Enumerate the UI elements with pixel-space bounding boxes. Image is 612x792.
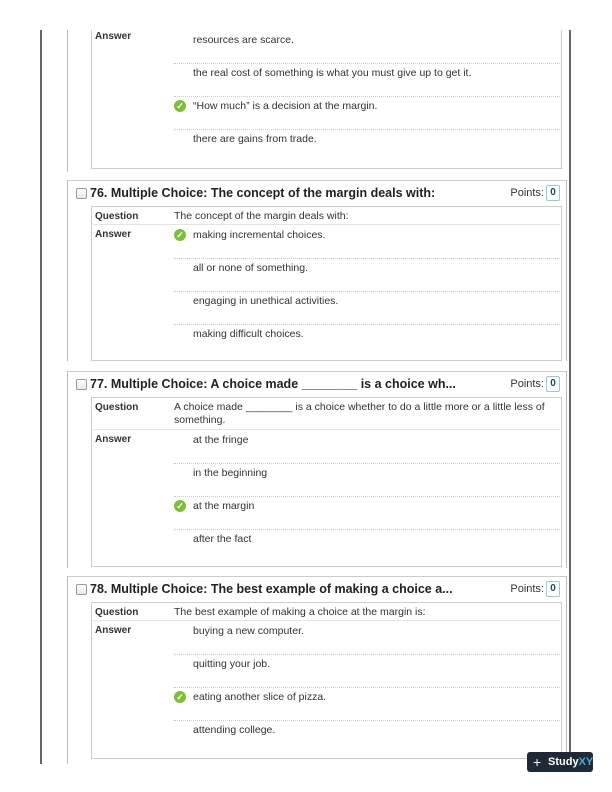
answer-label: Answer: [95, 229, 132, 240]
answer-text: quitting your job.: [193, 658, 271, 670]
answer-text: buying a new computer.: [193, 625, 304, 637]
answer-label: Answer: [95, 31, 132, 42]
q77-header: [76, 377, 560, 395]
points-label: Points:: [510, 583, 544, 595]
answer-option: [174, 129, 560, 162]
answer-option-correct: [174, 496, 560, 530]
question-label: Question: [95, 607, 139, 618]
question-text: The concept of the margin deals with:: [174, 210, 349, 222]
answer-text: making incremental choices.: [193, 229, 326, 241]
answer-label: Answer: [95, 625, 132, 636]
points-value: 0: [546, 581, 560, 597]
answer-option-correct: [174, 687, 560, 721]
answer-text: at the fringe: [193, 434, 249, 446]
answer-text: at the margin: [193, 500, 255, 512]
q77-title: 77. Multiple Choice: A choice made ________ is a choice wh...: [90, 377, 456, 391]
answer-option: [174, 720, 560, 753]
answer-option: [174, 430, 560, 464]
page-left-rule: [40, 30, 42, 764]
answer-text: all or none of something.: [193, 262, 308, 274]
answer-text: eating another slice of pizza.: [193, 691, 327, 703]
q76-select-checkbox[interactable]: [76, 188, 87, 199]
q76-box: [91, 206, 562, 361]
answer-option: [174, 63, 560, 97]
q76-title: 76. Multiple Choice: The concept of the margin deals with:: [90, 186, 436, 200]
points-label: Points:: [510, 187, 544, 199]
correct-check-icon: ✓: [174, 229, 186, 241]
answer-option: [174, 529, 560, 562]
answer-option: [174, 463, 560, 497]
answer-option-correct: [174, 225, 560, 259]
q78-box: [91, 602, 562, 759]
q76-frame-right: [566, 180, 567, 361]
studyxy-badge[interactable]: [527, 752, 593, 772]
q75-frame-left: [67, 30, 68, 172]
answer-label: Answer: [95, 434, 132, 445]
question-label: Question: [95, 402, 139, 413]
answer-option: [174, 258, 560, 292]
brand-name-suffix: XY: [578, 756, 594, 768]
answer-text: making difficult choices.: [193, 328, 304, 340]
q78-frame-right: [566, 576, 567, 764]
q77-box: [91, 397, 562, 567]
answer-option-correct: [174, 96, 560, 130]
answer-text: after the fact: [193, 533, 252, 545]
question-label: Question: [95, 211, 139, 222]
q76-frame-left: [67, 180, 68, 361]
q76-header: [76, 186, 560, 204]
q78-header: [76, 582, 560, 600]
correct-check-icon: ✓: [174, 500, 186, 512]
answer-text: “How much” is a decision at the margin.: [193, 100, 378, 112]
correct-check-icon: ✓: [174, 100, 186, 112]
answer-option: [174, 621, 560, 655]
page-right-rule: [569, 30, 571, 764]
q77-frame-left: [67, 371, 68, 568]
points-value: 0: [546, 376, 560, 392]
answer-text: resources are scarce.: [193, 34, 294, 46]
answer-option: [174, 291, 560, 325]
answer-option: [174, 324, 560, 357]
q78-top-rule: [68, 576, 567, 577]
correct-check-icon: ✓: [174, 691, 186, 703]
answer-text: engaging in unethical activities.: [193, 295, 339, 307]
answer-text: in the beginning: [193, 467, 268, 479]
answer-option: [174, 654, 560, 688]
q78-title: 78. Multiple Choice: The best example of making a choice a...: [90, 582, 453, 596]
answer-option: [174, 30, 560, 64]
plus-icon: +: [533, 754, 542, 770]
q76-top-rule: [68, 180, 567, 181]
points-label: Points:: [510, 378, 544, 390]
brand-name-prefix: Study: [548, 756, 579, 768]
answer-text: attending college.: [193, 724, 276, 736]
q78-frame-left: [67, 576, 68, 764]
points-value: 0: [546, 185, 560, 201]
q78-select-checkbox[interactable]: [76, 584, 87, 595]
brand-name: [548, 752, 593, 772]
question-text: A choice made ________ is a choice whether to do a little more or a little less of something.: [174, 401, 545, 426]
answer-text: the real cost of something is what you must give up to get it.: [193, 67, 472, 79]
q77-frame-right: [566, 371, 567, 568]
q77-select-checkbox[interactable]: [76, 379, 87, 390]
question-text: The best example of making a choice at the margin is:: [174, 606, 426, 618]
q77-top-rule: [68, 371, 567, 372]
q75-box: [91, 30, 562, 169]
answer-text: there are gains from trade.: [193, 133, 317, 145]
